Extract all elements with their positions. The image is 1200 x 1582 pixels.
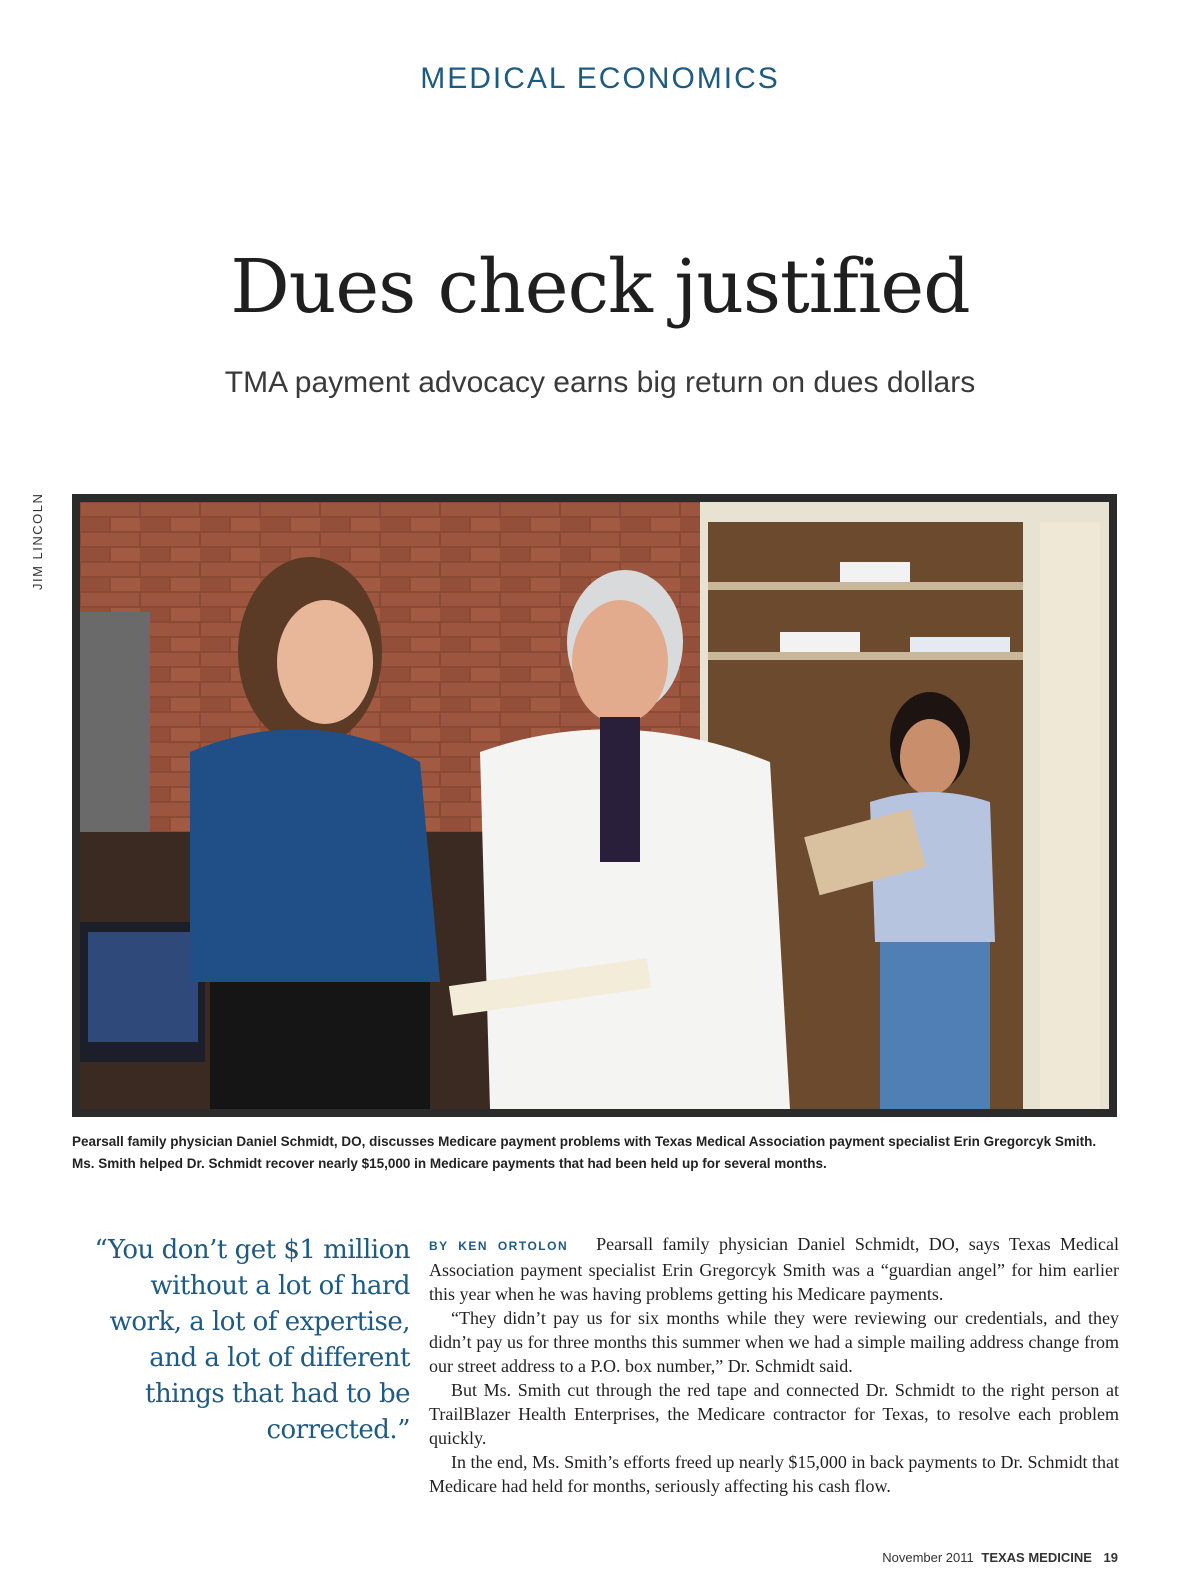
headline: Dues check justified <box>230 244 970 330</box>
page-number: 19 <box>1103 1550 1118 1565</box>
pull-quote: “You don’t get $1 million without a lot of hard work, a lot of expertise, and a lot of different things that had to be corrected.” <box>94 1235 410 1445</box>
paragraph: “They didn’t pay us for six months while they were reviewing our credentials, and they didn’t pay us for three months this summer when we had a simple mailing address change from our street address to a P.O. box number,” Dr. Schmidt said. <box>429 1308 1119 1376</box>
paragraph <box>429 1232 1119 1306</box>
paragraph: In the end, Ms. Smith’s efforts freed up nearly $15,000 in back payments to Dr. Schmidt that Medicare had held for months, seriously affecting his cash flow. <box>429 1452 1119 1496</box>
subheadline: TMA payment advocacy earns big return on dues dollars <box>224 366 976 399</box>
paragraph: But Ms. Smith cut through the red tape and connected Dr. Schmidt to the right person at TrailBlazer Health Enterprises, the Medicare contractor for Texas, to resolve each problem quickly. <box>429 1380 1119 1448</box>
article-body <box>429 1232 1119 1498</box>
computer-tower <box>80 612 150 832</box>
paragraph-text: Pearsall family physician Daniel Schmidt, DO, says Texas Medical Association payment specialist Erin Gregorcyk Smith was a “guardian angel” for him earlier this year when he was having problems getting his Medicare payments. <box>429 1234 1119 1304</box>
byline: BY KEN ORTOLON <box>429 1239 569 1253</box>
photo-caption: Pearsall family physician Daniel Schmidt, DO, discusses Medicare payment problems with Texas Medical Association payment specialist Erin Gregorcyk Smith. Ms. Smith helped Dr. Schmidt recover nearly $15,000 in Medicare payments that had been held up for several months. <box>72 1134 1097 1171</box>
section-label: MEDICAL ECONOMICS <box>420 62 780 95</box>
article-photo <box>72 494 1117 1117</box>
photo-credit: JIM LINCOLN <box>30 492 45 590</box>
page-footer <box>882 1550 1118 1565</box>
issue-date: November 2011 <box>882 1550 974 1565</box>
woman-blue-blouse <box>190 729 440 982</box>
magazine-name: TEXAS MEDICINE <box>981 1550 1092 1565</box>
photo-illustration <box>80 502 1109 1109</box>
